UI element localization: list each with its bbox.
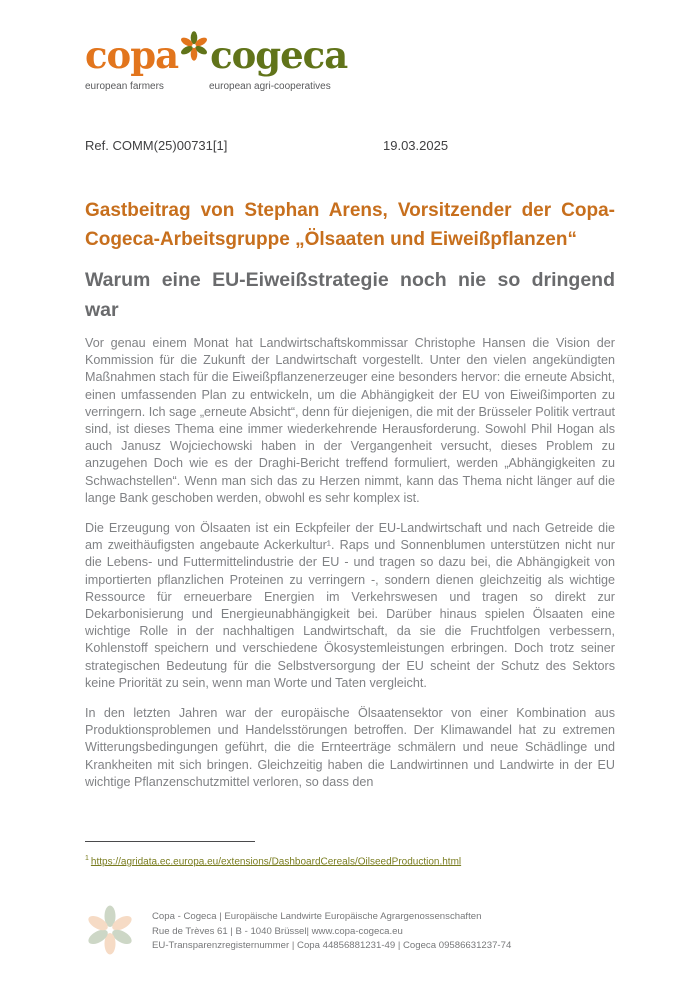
paragraph-1: Vor genau einem Monat hat Landwirtschaftskommissar Christophe Hansen die Vision der Kommission für die Zukunft der Landwirtschaft vorgestellt. Unter den vielen angekündigten Maßnahmen stach für die Eiweißpflanzenerzeuger eine besonders hervor: die erneute Absicht, einen umfassenden Plan zu entwickeln, um die Abhängigkeit der EU von Eiweißimporten zu verringern. Ich sage „erneute Absicht“, denn für diejenigen, die mit der Brüsseler Politik vertraut sind, ist dieses Thema eine immer wiederkehrende Herausforderung. Sowohl Phil Hogan als auch Janusz Wojciechowski haben in der Vergangenheit versucht, dieses Problem zu anzugehen Doch wie es der Draghi-Bericht treffend formuliert, werden „Abhängigkeiten zu Schwachstellen“. Wenn man sich das zu Herzen nimmt, kann das Thema nicht länger auf die lange Bank geschoben werden, obwohl es sehr komplex ist. (85, 336, 615, 505)
footer-org-line: Copa - Cogeca | Europäische Landwirte Europäische Agrargenossenschaften (152, 911, 482, 922)
reference-row (85, 138, 615, 154)
article-body (85, 335, 615, 791)
logo (85, 0, 615, 92)
paragraph-3: In den letzten Jahren war der europäische Ölsaatensektor von einer Kombination aus Produktionsproblemen und Handelsstörungen betroffen. Der Klimawandel hat zu extremen Witterungsbedingungen geführt, die die Ernteerträge schmälern und neue Schädlinge und Krankheiten mit sich bringen. Gleichzeitig haben die Landwirtinnen und Landwirte in der EU wichtige Pflanzenschutzmittel verloren, so dass den (85, 706, 615, 789)
footnote-marker: 1 (85, 855, 89, 862)
page-footer (85, 903, 511, 957)
footer-flower-icon (85, 905, 135, 957)
logo-copa-text: copa (85, 33, 179, 77)
kicker-heading: Gastbeitrag von Stephan Arens, Vorsitzender der Copa-Cogeca-Arbeitsgruppe „Ölsaaten und Eiweißpflanzen“ (85, 200, 615, 250)
document-date: 19.03.2025 (383, 138, 449, 153)
logo-tagline-cooperatives: european agri-cooperatives (209, 81, 331, 92)
reference-number: Ref. COMM(25)00731[1] (85, 138, 228, 153)
footnote (85, 841, 615, 867)
logo-cogeca-text: cogeca (210, 33, 348, 77)
footnote-separator (85, 841, 255, 842)
page-title: Warum eine EU-Eiweißstrategie noch nie so dringend war (85, 269, 615, 321)
flower-asterisk-icon (179, 31, 209, 61)
footnote-link[interactable]: https://agridata.ec.europa.eu/extensions/DashboardCereals/OilseedProduction.html (90, 856, 462, 868)
footer-address-line: Rue de Trèves 61 | B - 1040 Brüssel| www.copa-cogeca.eu (152, 925, 403, 937)
footer-registry-line: EU-Transparenzregisternummer | Copa 44856881231-49 | Cogeca 09586631237-74 (152, 940, 512, 951)
logo-tagline-farmers: european farmers (85, 81, 164, 92)
paragraph-2: Die Erzeugung von Ölsaaten ist ein Eckpfeiler der EU-Landwirtschaft und nach Getreide die am zweithäufigsten angebaute Ackerkultur¹. Raps und Sonnenblumen unterstützen nicht nur die Lebens- und Futtermittelindustrie der EU - und tragen so dazu bei, die Abhängigkeit von importierten pflanzlichen Proteinen zu verringern -, sondern dienen gleichzeitig als wichtige Ressource für erneuerbare Energien im Verkehrswesen und tragen so direkt zur Dekarbonisierung und Energieunabhängigkeit bei. Darüber hinaus spielen Ölsaaten eine wichtige Rolle in der nachhaltigen Landwirtschaft, da sie die Fruchtfolgen verbessern, Kohlenstoff speichern und verschiedene Ökosystemleistungen erbringen. Doch trotz seiner strategischen Bedeutung für die Selbstversorgung der EU scheint der Schutz des Sektors keine Priorität zu sein, wenn man Worte und Taten vergleicht. (85, 521, 615, 690)
